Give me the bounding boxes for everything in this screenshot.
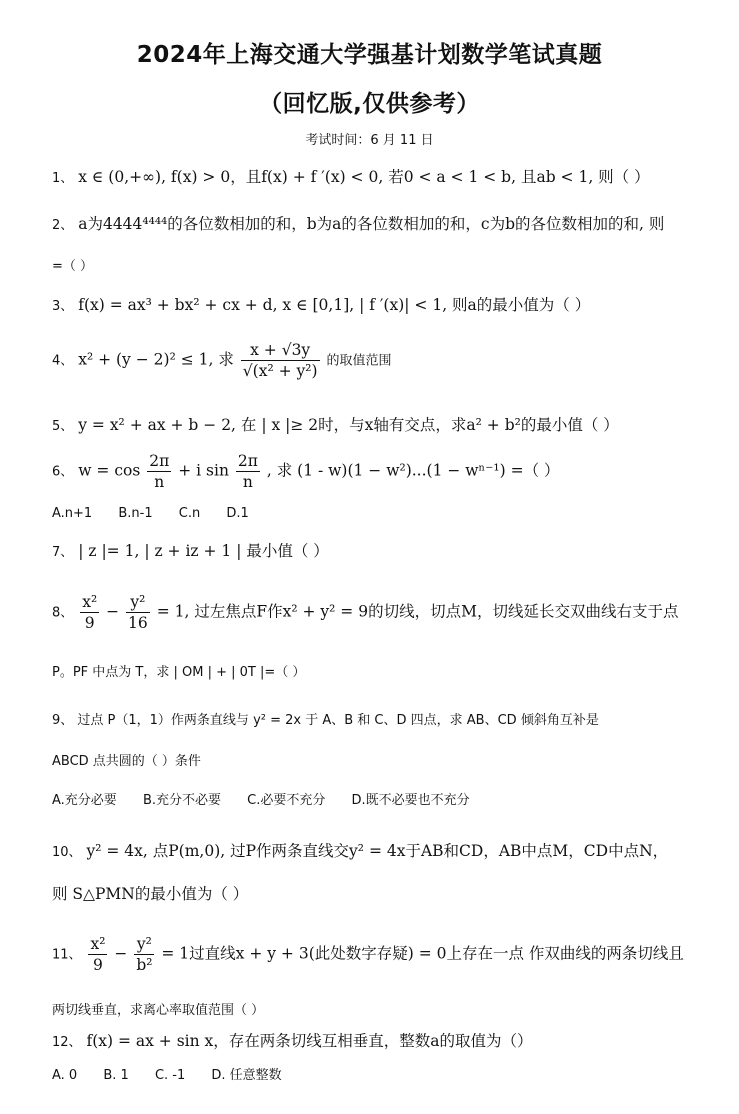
question-12 xyxy=(52,1030,533,1054)
fraction-numerator: y² xyxy=(134,934,154,955)
page-title: 2024年上海交通大学强基计划数学笔试真题 xyxy=(136,42,603,68)
fraction xyxy=(147,451,171,492)
question-text: f(x) = ax + sin x，存在两条切线互相垂直，整数a的取值为（） xyxy=(86,1032,533,1050)
question-1 xyxy=(52,166,650,190)
question-text-pre: w = cos xyxy=(78,461,141,480)
options-row xyxy=(52,503,271,525)
question-text-post: = 1过直线x + y + 3(此处数字存疑) = 0上存在一点 作双曲线的两条切线且 xyxy=(161,944,684,963)
fraction xyxy=(241,340,320,381)
fraction-denominator: √(x² + y²) xyxy=(242,362,318,380)
option-c: C.n xyxy=(178,506,201,521)
question-4 xyxy=(52,340,391,381)
fraction xyxy=(80,592,99,633)
fraction-denominator: 9 xyxy=(93,956,103,974)
option-d: D.1 xyxy=(226,506,249,521)
fraction-numerator: x + √3y xyxy=(241,340,320,361)
question-continuation: 则 S△PMN的最小值为（ ） xyxy=(52,885,249,903)
option-c: C.必要不充分 xyxy=(247,793,326,808)
question-number: 8、 xyxy=(52,605,74,621)
option-b: B. 1 xyxy=(103,1068,129,1083)
options-row xyxy=(52,1065,304,1087)
question-8 xyxy=(52,592,678,633)
question-text: | z |= 1, | z + iz + 1 | 最小值（ ） xyxy=(78,542,329,560)
option-b: B.n-1 xyxy=(118,506,153,521)
fraction-numerator: y² xyxy=(126,592,150,613)
fraction-denominator: 16 xyxy=(128,614,148,632)
option-c: C. -1 xyxy=(154,1068,186,1083)
option-a: A. 0 xyxy=(52,1068,78,1083)
fraction-numerator: x² xyxy=(90,935,106,953)
fraction-numerator: 2π xyxy=(237,452,258,470)
question-number: 3、 xyxy=(52,299,74,314)
option-a: A.n+1 xyxy=(52,506,93,521)
question-text: x ∈ (0,+∞), f(x) > 0，且f(x) + f ′(x) < 0, 若0 < a < 1 < b, 且ab < 1, 则（ ） xyxy=(78,168,650,186)
question-text: y = x² + ax + b − 2, 在 | x |≥ 2时，与x轴有交点，求a² + b²的最小值（ ） xyxy=(78,416,619,434)
fraction-denominator: n xyxy=(154,473,165,491)
question-number: 10、 xyxy=(52,845,82,860)
fraction xyxy=(236,451,260,492)
question-continuation: P。PF 中点为 T，求 | OM | + | 0T |=（ ） xyxy=(52,665,306,680)
question-number: 4、 xyxy=(52,353,74,369)
option-d: D.既不必要也不充分 xyxy=(351,793,470,808)
question-text-post: = 1, 过左焦点F作x² + y² = 9的切线，切点M，切线延长交双曲线右支于点 xyxy=(156,602,679,621)
question-continuation: ABCD 点共圆的（ ）条件 xyxy=(52,754,201,769)
question-number: 2、 xyxy=(52,218,74,233)
question-text: 过点 P（1，1）作两条直线与 y² = 2x 于 A、B 和 C、D 四点，求 AB、CD 倾斜角互补是 xyxy=(77,713,599,728)
options-row xyxy=(52,790,492,812)
question-3 xyxy=(52,294,590,318)
exam-date: 考试时间：6 月 11 日 xyxy=(305,133,434,148)
page-subtitle: （回忆版,仅供参考） xyxy=(259,91,480,117)
fraction-denominator: n xyxy=(242,473,253,491)
fraction-numerator: x² xyxy=(82,593,98,611)
fraction-numerator: 2π xyxy=(149,452,170,470)
fraction xyxy=(134,934,154,975)
question-text-mid: + i sin xyxy=(178,461,229,480)
question-number: 1、 xyxy=(52,171,74,186)
fraction xyxy=(88,934,107,975)
question-text: a为4444⁴⁴⁴⁴的各位数相加的和，b为a的各位数相加的和，c为b的各位数相加的和, 则 xyxy=(78,215,665,233)
question-5 xyxy=(52,414,619,438)
question-number: 5、 xyxy=(52,419,74,434)
fraction-denominator: b² xyxy=(136,956,153,974)
question-number: 9、 xyxy=(52,713,74,728)
question-text: y² = 4x, 点P(m,0), 过P作两条直线交y² = 4x于AB和CD，AB中点M，CD中点N， xyxy=(86,842,669,860)
question-number: 12、 xyxy=(52,1035,82,1050)
question-9 xyxy=(52,710,599,732)
option-b: B.充分不必要 xyxy=(142,793,222,808)
fraction xyxy=(126,592,150,633)
question-continuation: 两切线垂直，求离心率取值范围（ ） xyxy=(52,1003,265,1018)
fraction-denominator: 9 xyxy=(84,614,95,632)
option-a: A.充分必要 xyxy=(52,793,117,808)
question-text-pre: x² + (y − 2)² ≤ 1, 求 xyxy=(78,350,234,369)
question-number: 6、 xyxy=(52,464,74,480)
question-number: 7、 xyxy=(52,545,74,560)
question-10 xyxy=(52,840,668,864)
option-d: D. 任意整数 xyxy=(211,1068,282,1083)
question-2 xyxy=(52,213,664,237)
question-text-mid: − xyxy=(114,944,133,963)
question-continuation: =（ ） xyxy=(52,259,94,274)
question-7 xyxy=(52,540,329,564)
question-text: f(x) = ax³ + bx² + cx + d, x ∈ [0,1], | f ′(x)| < 1, 则a的最小值为（ ） xyxy=(78,296,591,314)
question-text-mid: − xyxy=(106,602,125,621)
question-11 xyxy=(52,934,684,975)
question-number: 11、 xyxy=(52,947,82,963)
question-text-post: 的取值范围 xyxy=(326,353,392,369)
question-6 xyxy=(52,451,560,492)
question-text-post: , 求 (1 - w)(1 − w²)...(1 − wⁿ⁻¹) =（ ） xyxy=(266,461,560,480)
